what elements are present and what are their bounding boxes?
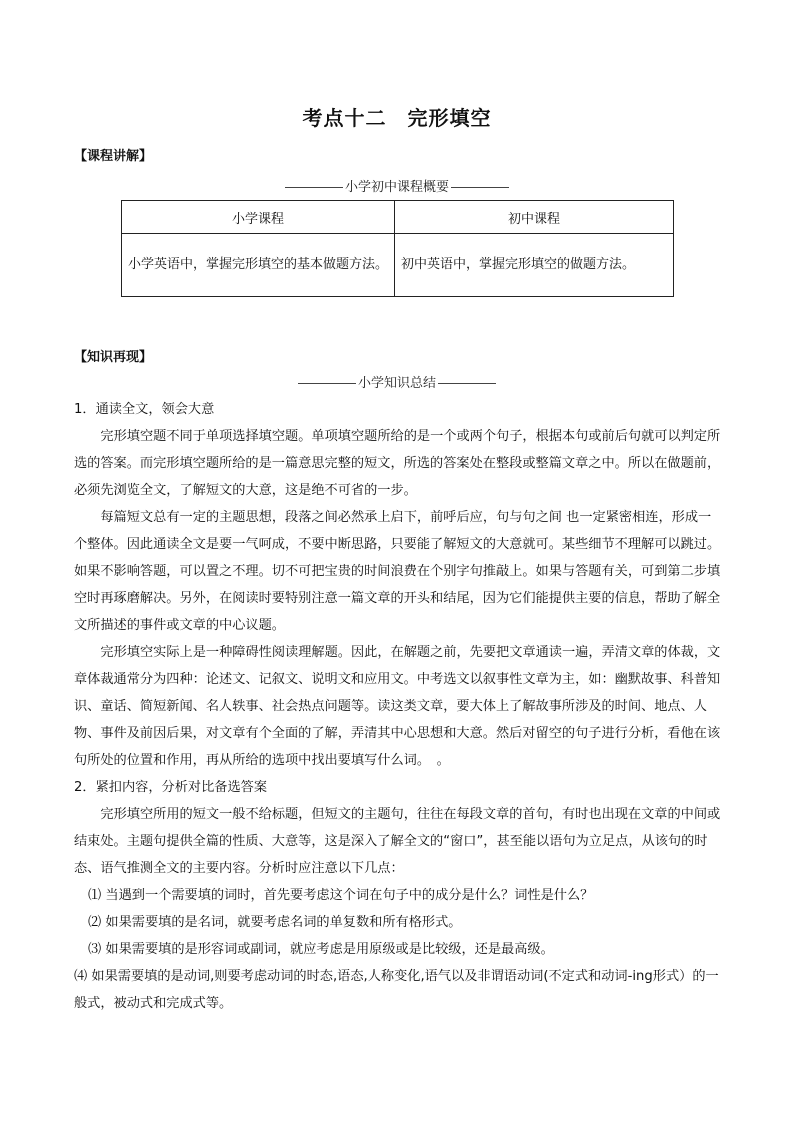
section-knowledge-label: 【知识再现】 (74, 350, 153, 365)
summary-title: 小学知识总结 (357, 376, 436, 391)
paragraph-3: 完形填空实际上是一种障碍性阅读理解题。因此，在解题之前，先要把文章通读一遍，弄清文章的体裁，文章体裁通常分为四种：论述文、记叙文、说明文和应用文。中考选文以叙事性文章为主，如：幽默故事、科普知识、童话、简短新闻、名人轶事、社会热点问题等。读这类文章，要大体上了解故事所涉及的时间、地点、人物、事件及前因后果，对文章有个全面的了解，弄清其中心思想和大意。然后对留空的句子进行分析，看他在该句所处的位置和作用，再从所给的选项中找出要填写什么词。 。 (74, 645, 721, 768)
section-course-label: 【课程讲解】 (74, 149, 153, 164)
divider-line (451, 187, 509, 188)
page-title: 考点十二 完形填空 (302, 106, 492, 130)
list-item: ⑵ 如果需要填的是名词，就要考虑名词的单复数和所有格形式。 (88, 915, 462, 930)
overview-heading (0, 176, 794, 195)
table-cell-primary: 小学英语中，掌握完形填空的基本做题方法。 (122, 234, 395, 297)
heading-analyze-options: 2．紧扣内容，分析对比备选答案 (74, 780, 268, 795)
list-item: ⑷ 如果需要填的是动词,则要考虑动词的时态,语态,人称变化,语气以及非谓语动词(不定式和动词-ing形式）的一般式，被动式和完成式等。 (74, 969, 719, 1011)
paragraph-4: 完形填空所用的短文一般不给标题，但短文的主题句，往往在每段文章的首句，有时也出现在文章的中间或结束处。主题句提供全篇的性质、大意等，这是深入了解全文的“窗口”，甚至能以语句为立足点，从该句的时态、语气推测全文的主要内容。分析时应注意以下几点： (74, 807, 721, 876)
divider-line (438, 383, 496, 384)
overview-title: 小学初中课程概要 (344, 180, 449, 195)
divider-line (298, 383, 356, 384)
course-table (121, 200, 674, 297)
list-item: ⑶ 如果需要填的是形容词或副词，就应考虑是用原级或是比较级，还是最高级。 (88, 942, 554, 957)
table-header-primary: 小学课程 (122, 201, 395, 234)
paragraph-2: 每篇短文总有一定的主题思想，段落之间必然承上启下，前呼后应，句与句之间 也一定紧密相连，形成一个整体。因此通读全文是要一气呵成，不要中断思路，只要能了解短文的大意就可。某些细节不理解可以跳过。如果不影响答题，可以置之不理。切不可把宝贵的时间浪费在个别字句推敲上。如果与答题有关，可到第二步填空时再琢磨解决。另外，在阅读时要特别注意一篇文章的开头和结尾，因为它们能提供主要的信息，帮助了解全文所描述的事件或文章的中心议题。 (74, 510, 721, 633)
table-cell-junior: 初中英语中，掌握完形填空的做题方法。 (395, 234, 674, 297)
summary-heading (0, 372, 794, 391)
knowledge-body (74, 396, 724, 1017)
paragraph-1: 完形填空题不同于单项选择填空题。单项填空题所给的是一个或两个句子，根据本句或前后句就可以判定所选的答案。而完形填空题所给的是一篇意思完整的短文，所选的答案处在整段或整篇文章之中。所以在做题前，必须先浏览全文，了解短文的大意，这是绝不可省的一步。 (74, 429, 721, 498)
list-item: ⑴ 当遇到一个需要填的词时，首先要考虑这个词在句子中的成分是什么？词性是什么？ (88, 888, 594, 903)
divider-line (285, 187, 343, 188)
table-header-junior: 初中课程 (395, 201, 674, 234)
heading-read-full-text: 1．通读全文，领会大意 (74, 402, 215, 417)
